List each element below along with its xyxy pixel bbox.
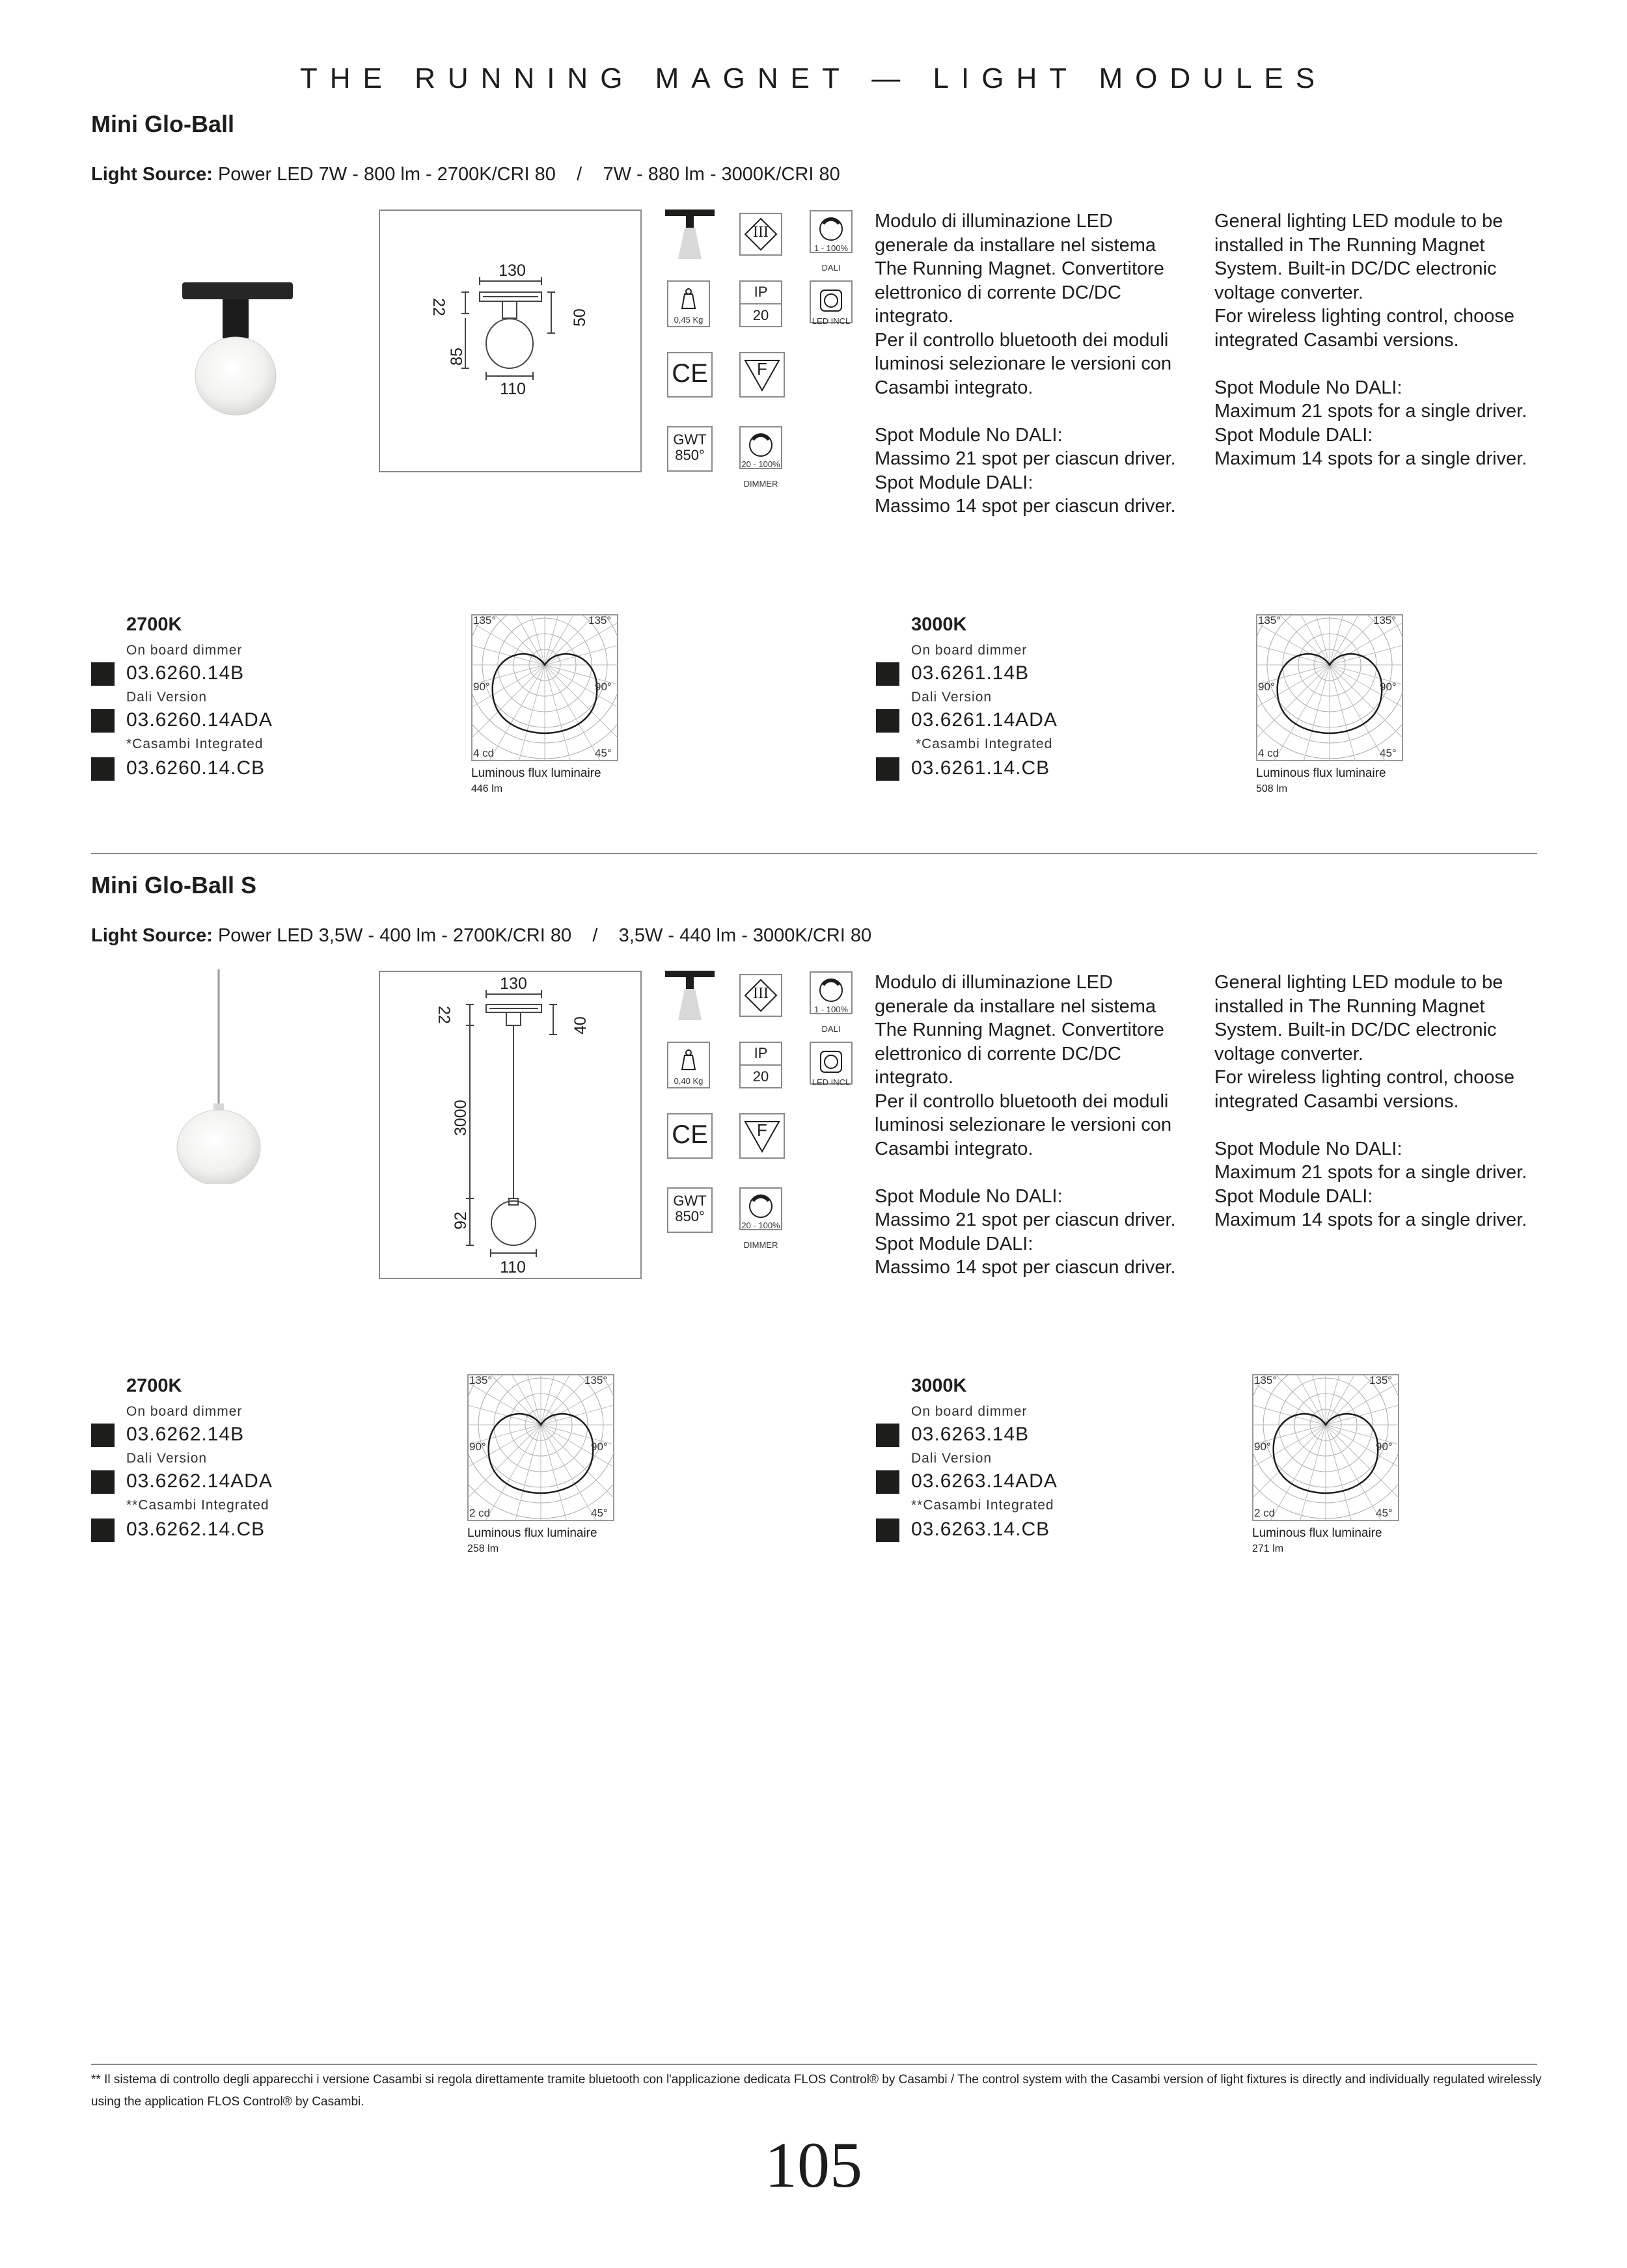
page-title: THE RUNNING MAGNET — LIGHT MODULES [299, 62, 1328, 94]
led-label: LED INCL [812, 316, 851, 326]
flux-label: Luminous flux luminaire [1256, 766, 1386, 780]
ceiling-spot-icon [665, 209, 715, 259]
product-code: 03.6263.14ADA [911, 1470, 1058, 1492]
color-swatch [876, 1470, 899, 1494]
product-code: 03.6261.14.CB [911, 757, 1050, 779]
light-source [91, 925, 871, 947]
variant-label: **Casambi Integrated [911, 1498, 1054, 1513]
description-italian: Modulo di illuminazione LED generale da installare nel sistema The Running Magnet. Convertitore elettronico di corrente DC/DC integrato. Per il controllo bluetooth dei moduli luminosi selezionare le versioni con Casambi integrato. Spot Module No DALI: Massimo 21 spot per ciascun driver. Spot Module DALI: Massimo 14 spot per ciascun driver. [875, 972, 1176, 1278]
color-swatch [876, 709, 899, 733]
flux-value: 271 lm [1252, 1543, 1284, 1554]
led-label: LED INCL [812, 1077, 851, 1087]
variant-label: *Casambi Integrated [911, 736, 1053, 751]
dim-height-globe: 85 [448, 347, 466, 366]
flux-value: 508 lm [1256, 783, 1288, 794]
dimmer-label: DIMMER [743, 479, 778, 489]
variant-temp-3000k: 3000K [911, 1375, 967, 1396]
product-photo [156, 969, 312, 1184]
dimmer-range-label: 20 - 100% [741, 459, 780, 469]
polar-label-tr: 135° [1373, 614, 1397, 627]
color-swatch [91, 1519, 115, 1542]
polar-label-mr: 90° [1380, 681, 1397, 693]
variant-label: **Casambi Integrated [126, 1498, 269, 1513]
product-code: 03.6262.14ADA [126, 1470, 273, 1492]
color-swatch [91, 662, 115, 686]
polar-label-br: 45° [595, 747, 612, 759]
ip-value: 20 [752, 307, 769, 323]
product-code: 03.6261.14B [911, 662, 1030, 684]
product-code: 03.6263.14.CB [911, 1519, 1050, 1540]
gwt-label: GWT [673, 431, 707, 448]
dimmer-range-label: 20 - 100% [741, 1221, 780, 1230]
ceiling-spot-icon [665, 971, 715, 1020]
variant-label: Dali Version [126, 1451, 208, 1466]
f-label: F [757, 359, 767, 379]
polar-label-mr: 90° [595, 681, 612, 693]
variant-temp-2700k: 2700K [126, 1375, 182, 1396]
polar-label-br: 45° [591, 1507, 608, 1519]
description-english: General lighting LED module to be installed in The Running Magnet System. Built-in DC/DC electronic voltage converter. For wireless lighting control, choose integrated Casambi versions. Spot Module No DALI: Maximum 21 spots for a single driver. Spot Module DALI: Maximum 14 spots for a single driver. [1214, 972, 1527, 1230]
polar-label-bl: 4 cd [473, 747, 495, 759]
gwt-label: GWT [673, 1193, 707, 1209]
dim-height-cable: 3000 [452, 1100, 470, 1136]
dimmer-label: DIMMER [743, 1240, 778, 1250]
flux-value: 258 lm [467, 1543, 499, 1554]
polar-label-mr: 90° [591, 1440, 608, 1453]
product-code: 03.6261.14ADA [911, 709, 1058, 731]
product-title: Mini Glo-Ball [91, 111, 234, 137]
variant-label: *Casambi Integrated [126, 736, 264, 751]
footer-divider [91, 2064, 1537, 2065]
class-iii-label: III [753, 985, 769, 1002]
section-divider [91, 853, 1537, 854]
ce-label: CE [672, 1120, 708, 1149]
polar-label-bl: 2 cd [1254, 1507, 1276, 1519]
gwt-value: 850° [675, 1208, 705, 1224]
light-source [91, 164, 840, 185]
variant-label: On board dimmer [126, 1404, 243, 1419]
dali-range-label: 1 - 100% [814, 1005, 849, 1014]
dim-height-total: 40 [571, 1016, 590, 1034]
variant-label: Dali Version [911, 690, 992, 705]
dim-width-globe: 110 [500, 1258, 526, 1276]
dali-label: DALI [821, 263, 841, 273]
footnote: ** Il sistema di controllo degli apparecchi i versione Casambi si regola direttamente tramite bluetooth con l'applicazione dedicata FLOS Control® by Casambi / The control system with the Casambi version of light fixtures is directly and individually regulated wirelessly using the application FLOS Control® by Casambi. [91, 2073, 1542, 2109]
color-swatch [91, 709, 115, 733]
dim-width-top: 130 [500, 975, 527, 993]
polar-label-tl: 135° [1254, 1374, 1278, 1386]
polar-label-tl: 135° [473, 614, 497, 627]
variant-temp-2700k: 2700K [126, 614, 182, 635]
polar-label-ml: 90° [1254, 1440, 1271, 1453]
variant-label: Dali Version [126, 690, 208, 705]
dimension-drawing [379, 209, 642, 472]
product-title: Mini Glo-Ball S [91, 872, 257, 898]
light-source-value: Power LED 7W - 800 lm - 2700K/CRI 80 / 7W - 880 lm - 3000K/CRI 80 [212, 164, 840, 185]
ip-label: IP [754, 1045, 768, 1061]
f-label: F [757, 1120, 767, 1140]
light-source-label: Light Source: [91, 164, 213, 185]
polar-label-tl: 135° [469, 1374, 493, 1386]
gwt-value: 850° [675, 447, 705, 463]
variant-label: Dali Version [911, 1451, 992, 1466]
variant-temp-3000k: 3000K [911, 614, 967, 635]
polar-label-ml: 90° [473, 681, 490, 693]
dim-height-mount: 22 [430, 298, 448, 316]
class-iii-label: III [753, 224, 769, 241]
dim-height-globe: 92 [452, 1211, 470, 1230]
dim-height-mount: 22 [435, 1006, 453, 1024]
flux-value: 446 lm [471, 783, 503, 794]
description-italian: Modulo di illuminazione LED generale da installare nel sistema The Running Magnet. Convertitore elettronico di corrente DC/DC integrato. Per il controllo bluetooth dei moduli luminosi selezionare le versioni con Casambi integrato. Spot Module No DALI: Massimo 21 spot per ciascun driver. Spot Module DALI: Massimo 14 spot per ciascun driver. [875, 211, 1176, 517]
color-swatch [876, 1519, 899, 1542]
weight-label: 0,45 Kg [674, 315, 704, 325]
polar-label-tr: 135° [584, 1374, 608, 1386]
product-code: 03.6262.14.CB [126, 1519, 266, 1540]
description-english: General lighting LED module to be installed in The Running Magnet System. Built-in DC/DC electronic voltage converter. For wireless lighting control, choose integrated Casambi versions. Spot Module No DALI: Maximum 21 spots for a single driver. Spot Module DALI: Maximum 14 spots for a single driver. [1214, 211, 1527, 469]
light-source-label: Light Source: [91, 925, 213, 946]
variant-label: On board dimmer [126, 643, 243, 658]
polar-label-mr: 90° [1376, 1440, 1393, 1453]
ce-label: CE [672, 359, 708, 388]
flux-label: Luminous flux luminaire [467, 1526, 597, 1540]
page-number: 105 [765, 2129, 862, 2201]
product-code: 03.6262.14B [126, 1424, 245, 1445]
color-swatch [876, 1424, 899, 1447]
color-swatch [91, 1424, 115, 1447]
color-swatch [91, 1470, 115, 1494]
flux-label: Luminous flux luminaire [471, 766, 601, 780]
dimension-drawing [379, 971, 642, 1279]
color-swatch [876, 662, 899, 686]
dali-range-label: 1 - 100% [814, 243, 849, 253]
dali-label: DALI [821, 1024, 841, 1034]
polar-label-bl: 2 cd [469, 1507, 491, 1519]
product-code: 03.6260.14ADA [126, 709, 273, 731]
polar-label-tl: 135° [1258, 614, 1281, 627]
ip-label: IP [754, 284, 768, 300]
polar-label-br: 45° [1380, 747, 1397, 759]
polar-label-tr: 135° [588, 614, 612, 627]
color-swatch [91, 757, 115, 781]
variant-label: On board dimmer [911, 1404, 1028, 1419]
light-source-value: Power LED 3,5W - 400 lm - 2700K/CRI 80 / 3,5W - 440 lm - 3000K/CRI 80 [212, 925, 872, 946]
dim-height-total: 50 [571, 308, 589, 327]
polar-label-br: 45° [1376, 1507, 1393, 1519]
flux-label: Luminous flux luminaire [1252, 1526, 1382, 1540]
polar-label-ml: 90° [469, 1440, 486, 1453]
dim-width-top: 130 [499, 262, 526, 280]
product-code: 03.6260.14B [126, 662, 245, 684]
polar-label-bl: 4 cd [1258, 747, 1279, 759]
ip-value: 20 [752, 1068, 769, 1085]
product-code: 03.6260.14.CB [126, 757, 266, 779]
color-swatch [876, 757, 899, 781]
product-photo [156, 267, 312, 416]
weight-label: 0,40 Kg [674, 1076, 704, 1086]
dim-width-globe: 110 [500, 380, 526, 398]
polar-label-ml: 90° [1258, 681, 1275, 693]
variant-label: On board dimmer [911, 643, 1028, 658]
polar-label-tr: 135° [1369, 1374, 1393, 1386]
product-code: 03.6263.14B [911, 1424, 1030, 1445]
